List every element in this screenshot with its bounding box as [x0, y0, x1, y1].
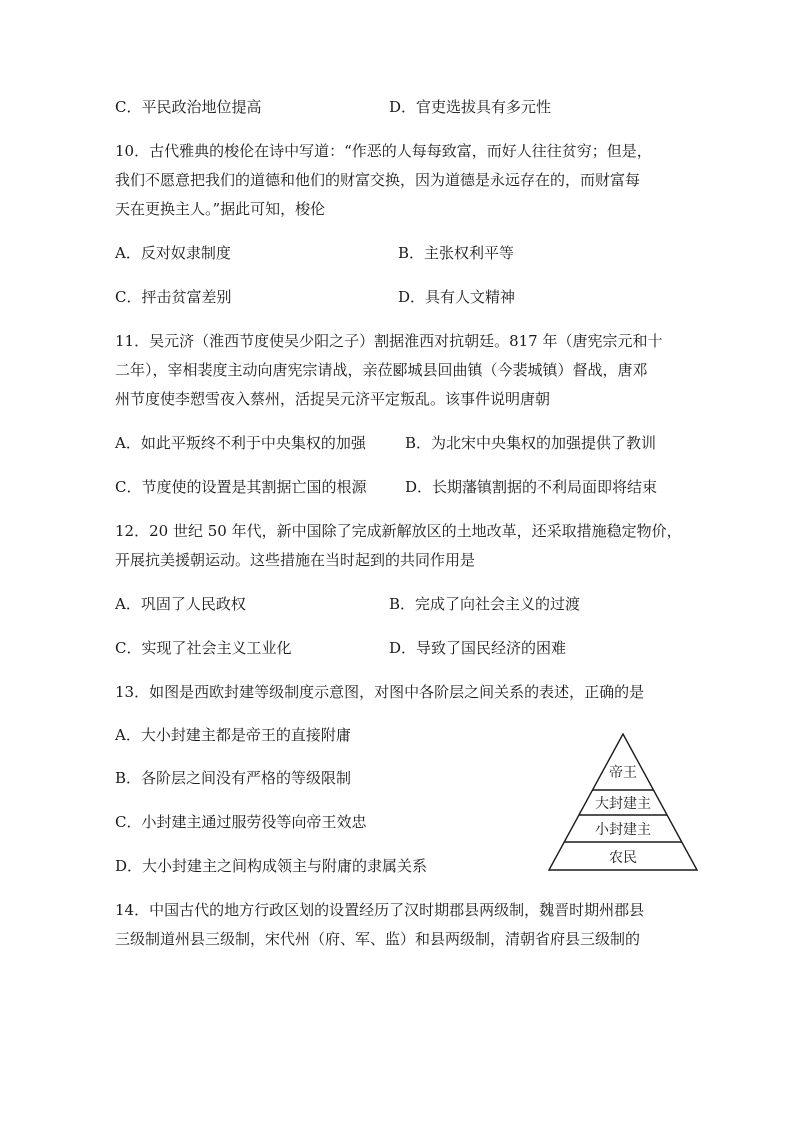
q13-option-a: A．大小封建主都是帝王的直接附庸	[115, 726, 351, 744]
pyramid-level-peasants: 农民	[609, 850, 637, 866]
q11-option-b: B．为北宋中央集权的加强提供了教训	[405, 434, 657, 452]
pyramid-level-great-lords: 大封建主	[595, 796, 651, 812]
q12-stem-line-2: 开展抗美援朝运动。这些措施在当时起到的共同作用是	[115, 551, 476, 569]
pyramid-level-minor-lords: 小封建主	[595, 822, 651, 838]
q11-option-c: C．节度使的设置是其割据亡国的根源	[115, 478, 367, 496]
q10-option-c: C．抨击贫富差别	[115, 288, 232, 306]
q12-option-c: C．实现了社会主义工业化	[115, 639, 292, 657]
q9-option-c: C．平民政治地位提高	[115, 98, 262, 116]
pyramid-level-emperor: 帝王	[609, 765, 637, 781]
q13-stem: 13．如图是西欧封建等级制度示意图，对图中各阶层之间关系的表述，正确的是	[115, 683, 645, 701]
q13-option-b: B．各阶层之间没有严格的等级限制	[115, 769, 352, 787]
q12-option-d: D．导致了国民经济的困难	[389, 639, 567, 657]
q10-option-a: A．反对奴隶制度	[115, 244, 231, 262]
q14-stem-line-2: 三级制道州县三级制，宋代州（府、军、监）和县两级制，清朝省府县三级制的	[115, 930, 641, 948]
q11-stem-line-1: 11．吴元济（淮西节度使吴少阳之子）割据淮西对抗朝廷。817 年（唐宪宗元和十	[115, 332, 663, 350]
q9-option-d: D．官吏选拔具有多元性	[389, 98, 552, 116]
q13-option-d: D．大小封建主之间构成领主与附庸的隶属关系	[115, 857, 428, 875]
q12-option-a: A．巩固了人民政权	[115, 595, 246, 613]
q11-option-a: A．如此平叛终不利于中央集权的加强	[115, 434, 366, 452]
q12-option-b: B．完成了向社会主义的过渡	[389, 595, 581, 613]
feudal-hierarchy-pyramid	[548, 733, 698, 871]
q14-stem-line-1: 14．中国古代的地方行政区划的设置经历了汉时期郡县两级制，魏晋时期州郡县	[115, 901, 645, 919]
q10-option-d: D．具有人文精神	[398, 288, 516, 306]
q10-stem-line-2: 我们不愿意把我们的道德和他们的财富交换，因为道德是永远存在的，而财富每	[115, 171, 641, 189]
q10-stem-line-1: 10．古代雅典的梭伦在诗中写道：“作恶的人每每致富，而好人往往贫穷；但是，	[115, 142, 652, 160]
q13-option-c: C．小封建主通过服劳役等向帝王效忠	[115, 813, 367, 831]
q10-option-b: B．主张权利平等	[398, 244, 515, 262]
q12-stem-line-1: 12．20 世纪 50 年代，新中国除了完成新解放区的土地改革，还采取措施稳定物价，	[115, 522, 682, 540]
q10-stem-line-3: 天在更换主人。”据此可知，梭伦	[115, 200, 326, 218]
q11-stem-line-3: 州节度使李愬雪夜入蔡州，活捉吴元济平定叛乱。该事件说明唐朝	[115, 390, 551, 408]
q11-stem-line-2: 二年），宰相裴度主动向唐宪宗请战，亲莅郾城县回曲镇（今裴城镇）督战，唐邓	[115, 361, 648, 379]
q11-option-d: D．长期藩镇割据的不利局面即将结束	[405, 478, 658, 496]
